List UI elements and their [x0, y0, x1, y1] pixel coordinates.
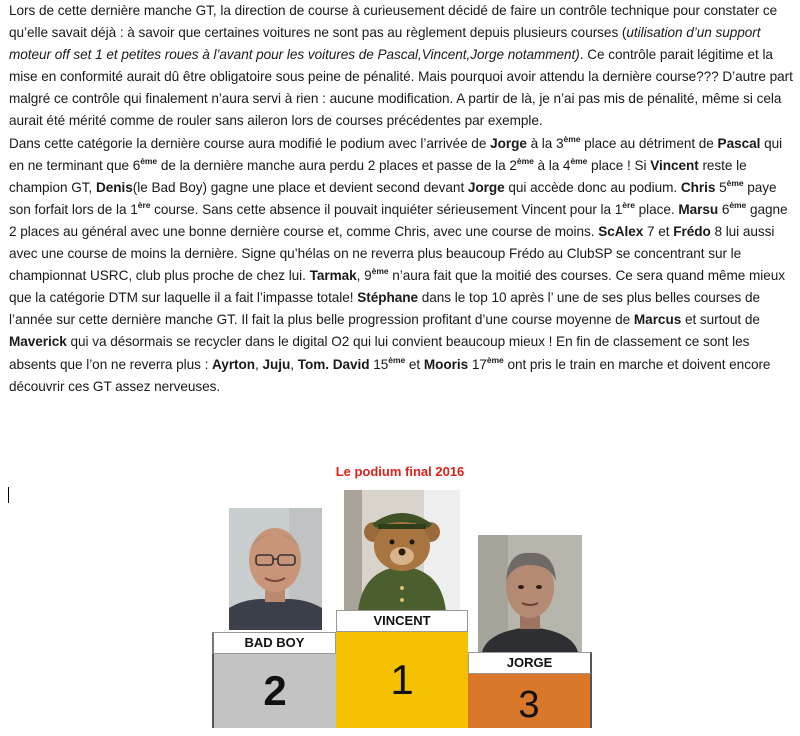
text-cursor	[8, 487, 9, 503]
document-body	[9, 0, 795, 398]
podium-label-first: VINCENT	[336, 610, 468, 632]
podium-block-second	[212, 654, 336, 728]
podium-caption: Le podium final 2016	[335, 464, 465, 479]
photo-jorge	[478, 535, 582, 652]
podium-label-second: BAD BOY	[212, 632, 336, 654]
paragraph-classement: Dans cette catégorie la dernière course aura modifié le podium avec l’arrivée de Jorge à la 3ème place au détriment de Pascal qui en ne terminant que 6ème de la dernière manche aura perdu 2 places et passe de la 2ème à la 4ème place ! Si Vincent reste le champion GT, Denis(le Bad Boy) gagne une place et devient second devant Jorge qui accède donc au podium. Chris 5ème paye son forfait lors de la 1ère course. Sans cette absence il pouvait inquiéter sérieusement Vincent pour la 1ère place. Marsu 6ème gagne 2 places au général avec une bonne dernière course et, comme Chris, avec une course de moins. ScAlex 7 et Frédo 8 lui aussi avec une course de moins la dernière. Signe qu’hélas on ne reverra plus beaucoup Frédo au ClubSP se concentrant sur le championnat USRC, club plus proche de chez lui. Tarmak, 9ème n’aura fait que la moitié des courses. Ce sera quand même mieux que la catégorie DTM sur laquelle il a fait l’impasse totale! Stéphane dans le top 10 après l’ une de ses plus belles courses de l’année sur cette dernière manche GT. Il fait la plus belle progression profitant d’une course moyenne de Marcus et surtout de Maverick qui va désormais se recycler dans le digital O2 qui lui convient beaucoup mieux ! En fin de classement ce sont les absents que l’on ne reverra plus : Ayrton, Juju, Tom. David 15ème et Mooris 17ème ont pris le train en marche et doivent encore découvrir ces GT assez nerveuses.	[9, 133, 788, 394]
podium-rank-second: 2	[263, 667, 287, 714]
podium-block-first	[336, 632, 468, 728]
podium-rank-first: 1	[390, 656, 414, 703]
podium-rank-third: 3	[518, 684, 540, 726]
podium-label-third: JORGE	[468, 652, 592, 674]
podium-image	[210, 500, 595, 728]
paragraph-controle-technique: Lors de cette dernière manche GT, la direction de course à curieusement décidé de faire un contrôle technique pour constater ce qu’elle savait déjà : à savoir que certaines voitures ne sont pas au règlement depuis plusieurs courses (utilisation d’un support moteur off set 1 et petites roues à l’avant pour les voitures de Pascal,Vincent,Jorge notamment). Ce contrôle parait légitime et la mise en conformité aurait dû être obligatoire sous peine de pénalité. Mais pourquoi avoir attendu la dernière course??? D’autre part malgré ce contrôle qui finalement n’aura servi à rien : aucune modification. A partir de là, je n’ai pas mis de pénalité, même si cela aurait été mérité comme de rouler sans aileron lors de courses précédentes par exemple.	[9, 3, 793, 129]
photo-vincent	[344, 490, 460, 612]
photo-bad-boy	[229, 508, 322, 630]
podium-block-third	[468, 674, 592, 728]
